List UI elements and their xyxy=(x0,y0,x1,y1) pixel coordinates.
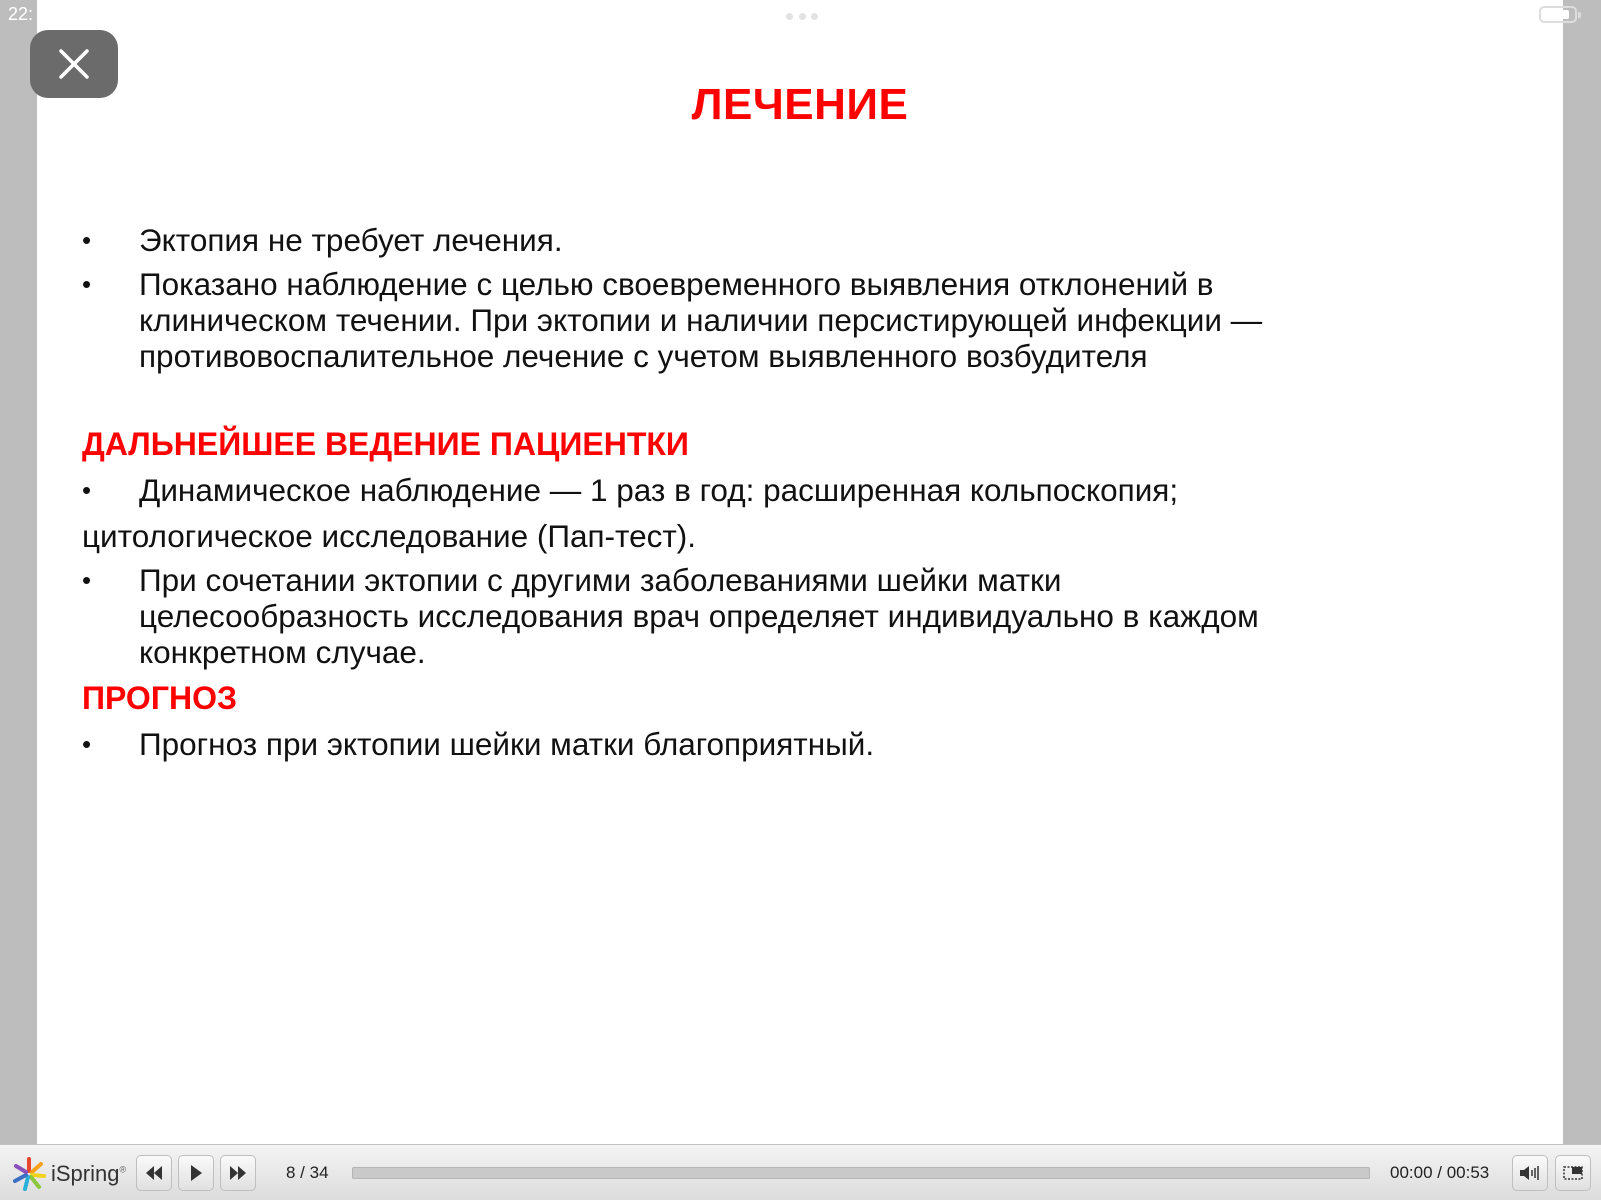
bullet-text: При сочетании эктопии с другими заболеваниями шейки матки целесообразность исследования врач определяет индивидуально в каждом конкретном случае. xyxy=(139,562,1259,670)
bullet-text: Прогноз при эктопии шейки матки благоприятный. xyxy=(139,726,875,762)
fast-forward-icon xyxy=(228,1166,248,1180)
registered-mark: ® xyxy=(119,1164,127,1175)
fullscreen-icon xyxy=(1563,1165,1583,1181)
slide xyxy=(37,0,1563,1144)
slide-title: ЛЕЧЕНИЕ xyxy=(691,80,909,129)
status-time: 22: xyxy=(8,4,34,24)
bullet-mark: • xyxy=(82,565,92,595)
player-toolbar xyxy=(0,1144,1601,1200)
bullet-mark: • xyxy=(82,475,92,505)
play-icon xyxy=(189,1165,203,1181)
volume-icon xyxy=(1519,1165,1541,1181)
volume-button[interactable] xyxy=(1512,1155,1548,1191)
section-heading-prognosis: ПРОГНОЗ xyxy=(82,680,237,716)
ispring-logo xyxy=(12,1157,126,1191)
section-heading-followup: ДАЛЬНЕЙШЕЕ ВЕДЕНИЕ ПАЦИЕНТКИ xyxy=(82,426,689,462)
slide-content xyxy=(82,222,1402,762)
bullet-item xyxy=(82,726,1402,762)
bullet-item xyxy=(82,562,1279,670)
close-icon xyxy=(57,47,91,81)
bullet-text: Эктопия не требует лечения. xyxy=(139,222,563,258)
logo-text: iSpring xyxy=(51,1161,120,1186)
fullscreen-button[interactable] xyxy=(1555,1155,1591,1191)
bullet-text: Показано наблюдение с целью своевременного выявления отклонений в клиническом течении. При эктопии и наличии персистирующей инфекции — противовоспалительное лечение с учетом выявленного возбудителя xyxy=(139,266,1263,374)
bullet-mark: • xyxy=(82,225,92,255)
bullet-item xyxy=(82,472,1402,508)
bullet-mark: • xyxy=(82,269,92,299)
previous-slide-button[interactable] xyxy=(136,1155,172,1191)
play-button[interactable] xyxy=(178,1155,214,1191)
bullet-item xyxy=(82,222,1402,258)
battery-icon xyxy=(1539,6,1577,23)
bullet-item xyxy=(82,266,1319,374)
bullet-text: Динамическое наблюдение — 1 раз в год: расширенная кольпоскопия; xyxy=(139,472,1179,508)
multitask-dots[interactable] xyxy=(786,13,818,21)
time-readout: 00:00 / 00:53 xyxy=(1390,1163,1490,1182)
rewind-icon xyxy=(144,1166,164,1180)
progress-bar[interactable] xyxy=(352,1167,1370,1179)
close-button[interactable] xyxy=(30,30,118,98)
ispring-logo-icon xyxy=(12,1157,46,1191)
bullet-mark: • xyxy=(82,729,92,759)
next-slide-button[interactable] xyxy=(220,1155,256,1191)
slide-counter: 8 / 34 xyxy=(286,1163,329,1182)
continuation-line: цитологическое исследование (Пап-тест). xyxy=(82,518,697,554)
